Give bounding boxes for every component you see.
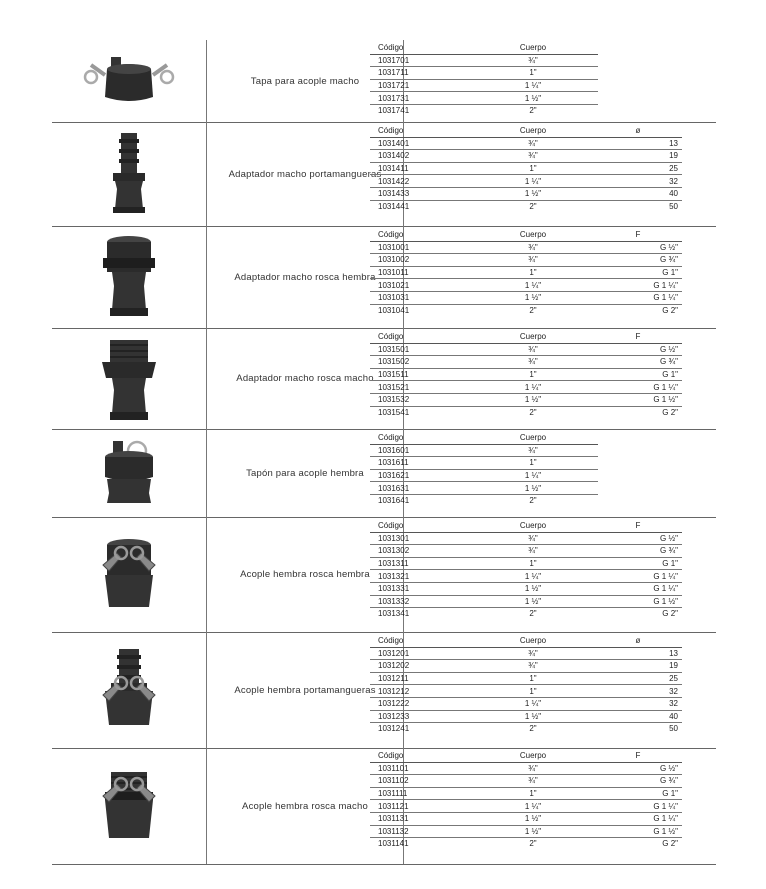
extra-cell: 50 bbox=[669, 724, 678, 734]
code-cell: 1031021 bbox=[370, 279, 468, 292]
body-cell: ¾" bbox=[468, 343, 598, 356]
extra-cell: G 1" bbox=[598, 368, 682, 381]
table-row bbox=[370, 582, 682, 595]
code-cell: 1031341 bbox=[378, 609, 410, 619]
extra-cell: G ½" bbox=[598, 343, 682, 356]
table-row bbox=[370, 672, 682, 685]
spec-table bbox=[370, 331, 682, 418]
body-cell: 1" bbox=[468, 457, 598, 470]
spec-table bbox=[370, 750, 682, 850]
extra-cell: G 1 ¼" bbox=[598, 381, 682, 394]
body-cell: 1" bbox=[468, 368, 598, 381]
header-code: Código bbox=[370, 635, 468, 647]
table-row bbox=[370, 200, 682, 212]
header-code: Código bbox=[370, 520, 468, 532]
body-cell: 1" bbox=[468, 162, 598, 175]
code-cell: 1031111 bbox=[370, 787, 468, 800]
code-cell: 1031002 bbox=[370, 254, 468, 267]
code-cell: 1031541 bbox=[378, 407, 410, 417]
dust-plug-icon bbox=[52, 429, 206, 517]
code-cell: 1031721 bbox=[370, 79, 468, 92]
extra-cell: 19 bbox=[598, 660, 682, 673]
extra-cell: 13 bbox=[598, 137, 682, 150]
header-body: Cuerpo bbox=[468, 42, 598, 54]
product-name: Adaptador macho rosca hembra bbox=[234, 271, 376, 283]
header-extra: ø bbox=[598, 635, 682, 647]
body-cell: ¾" bbox=[468, 775, 598, 788]
code-cell: 1031201 bbox=[370, 647, 468, 660]
code-cell: 1031611 bbox=[370, 457, 468, 470]
code-cell: 1031302 bbox=[370, 545, 468, 558]
table-row bbox=[370, 104, 598, 116]
body-cell: ¾" bbox=[468, 647, 598, 660]
code-cell: 1031741 bbox=[378, 106, 410, 116]
extra-cell: G 1" bbox=[598, 557, 682, 570]
table-row bbox=[370, 710, 682, 723]
header-body: Cuerpo bbox=[468, 331, 598, 343]
body-cell: ¾" bbox=[468, 150, 598, 163]
table-row bbox=[370, 406, 682, 418]
body-cell: ¾" bbox=[468, 545, 598, 558]
body-cell: 1 ¼" bbox=[468, 570, 598, 583]
header-extra: F bbox=[598, 229, 682, 241]
extra-cell: G 1 ¼" bbox=[598, 800, 682, 813]
body-cell: 2" bbox=[529, 496, 537, 506]
extra-cell: 19 bbox=[598, 150, 682, 163]
coupler-male-thread-icon bbox=[52, 748, 206, 864]
code-cell: 1031131 bbox=[370, 812, 468, 825]
product-section bbox=[52, 328, 716, 429]
body-cell: 1 ½" bbox=[468, 825, 598, 838]
product-section bbox=[52, 429, 716, 517]
code-cell: 1031132 bbox=[370, 825, 468, 838]
code-cell: 1031141 bbox=[378, 839, 409, 849]
body-cell: 1" bbox=[468, 67, 598, 80]
table-row bbox=[370, 137, 682, 150]
body-cell: 2" bbox=[529, 609, 537, 619]
header-extra: F bbox=[598, 520, 682, 532]
product-name: Adaptador macho rosca macho bbox=[236, 373, 374, 384]
table-row bbox=[370, 838, 682, 850]
product-name: Tapón para acople hembra bbox=[246, 467, 364, 479]
extra-cell: G 1 ½" bbox=[598, 825, 682, 838]
table-row bbox=[370, 279, 682, 292]
code-cell: 1031321 bbox=[370, 570, 468, 583]
dust-cap-icon bbox=[52, 40, 206, 122]
body-cell: ¾" bbox=[468, 54, 598, 67]
spec-table bbox=[370, 635, 682, 735]
code-cell: 1031711 bbox=[370, 67, 468, 80]
code-cell: 1031211 bbox=[370, 672, 468, 685]
table-row bbox=[370, 557, 682, 570]
extra-cell: 25 bbox=[598, 672, 682, 685]
header-code: Código bbox=[370, 125, 468, 137]
table-row bbox=[370, 647, 682, 660]
code-cell: 1031402 bbox=[370, 150, 468, 163]
code-cell: 1031202 bbox=[370, 660, 468, 673]
extra-cell: 13 bbox=[598, 647, 682, 660]
table-row bbox=[370, 532, 682, 545]
table-row bbox=[370, 393, 682, 406]
body-cell: 1 ½" bbox=[468, 92, 598, 105]
extra-cell: G ¾" bbox=[598, 356, 682, 369]
extra-cell: G 1 ¼" bbox=[598, 291, 682, 304]
table-row bbox=[370, 457, 598, 470]
table-row bbox=[370, 660, 682, 673]
code-cell: 1031731 bbox=[370, 92, 468, 105]
code-cell: 1031511 bbox=[370, 368, 468, 381]
table-row bbox=[370, 356, 682, 369]
extra-cell: 40 bbox=[598, 710, 682, 723]
table-row bbox=[370, 800, 682, 813]
extra-cell: 25 bbox=[598, 162, 682, 175]
body-cell: 2" bbox=[529, 724, 537, 734]
body-cell: 1" bbox=[468, 685, 598, 698]
code-cell: 1031422 bbox=[370, 175, 468, 188]
code-cell: 1031411 bbox=[370, 162, 468, 175]
extra-cell: G ¾" bbox=[598, 254, 682, 267]
spec-table bbox=[370, 520, 682, 620]
table-row bbox=[370, 444, 598, 457]
body-cell: 1 ½" bbox=[468, 393, 598, 406]
code-cell: 1031102 bbox=[370, 775, 468, 788]
code-cell: 1031011 bbox=[370, 266, 468, 279]
extra-cell: G 2" bbox=[662, 839, 678, 849]
header-body: Cuerpo bbox=[468, 750, 598, 762]
extra-cell: G ¾" bbox=[598, 775, 682, 788]
table-row bbox=[370, 304, 682, 316]
header-extra: ø bbox=[598, 125, 682, 137]
product-section bbox=[52, 748, 716, 864]
body-cell: 2" bbox=[529, 407, 537, 417]
extra-cell: G ½" bbox=[598, 532, 682, 545]
table-row bbox=[370, 175, 682, 188]
table-row bbox=[370, 368, 682, 381]
header-code: Código bbox=[370, 432, 468, 444]
extra-cell: 40 bbox=[598, 187, 682, 200]
extra-cell: 32 bbox=[598, 697, 682, 710]
extra-cell: G 2" bbox=[662, 305, 678, 315]
code-cell: 1031332 bbox=[370, 595, 468, 608]
body-cell: 1" bbox=[468, 266, 598, 279]
header-code: Código bbox=[370, 331, 468, 343]
product-name: Adaptador macho portamangueras bbox=[228, 168, 382, 180]
table-row bbox=[370, 697, 682, 710]
table-row bbox=[370, 343, 682, 356]
code-cell: 1031233 bbox=[370, 710, 468, 723]
code-cell: 1031331 bbox=[370, 582, 468, 595]
table-row bbox=[370, 469, 598, 482]
body-cell: 1 ¼" bbox=[468, 697, 598, 710]
body-cell: ¾" bbox=[468, 254, 598, 267]
body-cell: 1" bbox=[468, 787, 598, 800]
female-thread-adapter-icon bbox=[52, 226, 206, 328]
header-extra: F bbox=[598, 750, 682, 762]
male-thread-adapter-icon bbox=[52, 328, 206, 429]
code-cell: 1031212 bbox=[370, 685, 468, 698]
table-row bbox=[370, 762, 682, 775]
extra-cell: G 1 ¼" bbox=[598, 582, 682, 595]
table-row bbox=[370, 162, 682, 175]
body-cell: ¾" bbox=[468, 660, 598, 673]
product-name: Acople hembra rosca macho bbox=[242, 800, 368, 812]
header-body: Cuerpo bbox=[468, 125, 598, 137]
code-cell: 1031532 bbox=[370, 393, 468, 406]
extra-cell: G ¾" bbox=[598, 545, 682, 558]
code-cell: 1031621 bbox=[370, 469, 468, 482]
code-cell: 1031641 bbox=[378, 496, 410, 506]
code-cell: 1031441 bbox=[378, 201, 410, 211]
body-cell: 1 ¼" bbox=[468, 800, 598, 813]
extra-cell: 32 bbox=[598, 175, 682, 188]
body-cell: ¾" bbox=[468, 137, 598, 150]
body-cell: 1 ¼" bbox=[468, 279, 598, 292]
product-section bbox=[52, 122, 716, 226]
body-cell: 1 ½" bbox=[468, 187, 598, 200]
table-row bbox=[370, 266, 682, 279]
spec-table bbox=[370, 229, 682, 316]
body-cell: 2" bbox=[529, 201, 537, 211]
product-name: Acople hembra portamangueras bbox=[234, 684, 376, 696]
extra-cell: G 1 ¼" bbox=[598, 570, 682, 583]
extra-cell: G ½" bbox=[598, 241, 682, 254]
table-row bbox=[370, 787, 682, 800]
spec-table bbox=[370, 42, 598, 117]
code-cell: 1031301 bbox=[370, 532, 468, 545]
body-cell: ¾" bbox=[468, 532, 598, 545]
table-row bbox=[370, 595, 682, 608]
coupler-hose-tail-icon bbox=[52, 632, 206, 748]
coupler-female-thread-icon bbox=[52, 517, 206, 632]
body-cell: 1 ½" bbox=[468, 291, 598, 304]
code-cell: 1031433 bbox=[370, 187, 468, 200]
body-cell: 2" bbox=[529, 305, 537, 315]
code-cell: 1031222 bbox=[370, 697, 468, 710]
code-cell: 1031521 bbox=[370, 381, 468, 394]
table-row bbox=[370, 150, 682, 163]
body-cell: 1 ¼" bbox=[468, 381, 598, 394]
body-cell: 1 ½" bbox=[468, 482, 598, 495]
table-row bbox=[370, 570, 682, 583]
table-row bbox=[370, 723, 682, 735]
table-row bbox=[370, 381, 682, 394]
body-cell: 1" bbox=[468, 672, 598, 685]
code-cell: 1031031 bbox=[370, 291, 468, 304]
table-row bbox=[370, 187, 682, 200]
code-cell: 1031041 bbox=[378, 305, 410, 315]
table-row bbox=[370, 254, 682, 267]
body-cell: 1 ½" bbox=[468, 595, 598, 608]
code-cell: 1031501 bbox=[370, 343, 468, 356]
product-section bbox=[52, 632, 716, 748]
table-row bbox=[370, 775, 682, 788]
table-row bbox=[370, 67, 598, 80]
header-extra: F bbox=[598, 331, 682, 343]
header-body: Cuerpo bbox=[468, 520, 598, 532]
code-cell: 1031241 bbox=[378, 724, 410, 734]
table-row bbox=[370, 812, 682, 825]
extra-cell: 50 bbox=[669, 201, 678, 211]
table-row bbox=[370, 241, 682, 254]
spec-table bbox=[370, 125, 682, 212]
body-cell: ¾" bbox=[468, 762, 598, 775]
extra-cell: G 1 ½" bbox=[598, 393, 682, 406]
table-row bbox=[370, 685, 682, 698]
extra-cell: G 1" bbox=[598, 787, 682, 800]
code-cell: 1031311 bbox=[370, 557, 468, 570]
product-name: Tapa para acople macho bbox=[250, 75, 360, 87]
body-cell: ¾" bbox=[468, 241, 598, 254]
extra-cell: G 2" bbox=[662, 609, 678, 619]
body-cell: 2" bbox=[529, 106, 537, 116]
extra-cell: G 1 ½" bbox=[598, 595, 682, 608]
table-row bbox=[370, 482, 598, 495]
table-row bbox=[370, 545, 682, 558]
code-cell: 1031121 bbox=[370, 800, 468, 813]
hose-tail-adapter-icon bbox=[52, 122, 206, 226]
table-row bbox=[370, 825, 682, 838]
body-cell: 1" bbox=[468, 557, 598, 570]
header-code: Código bbox=[370, 42, 468, 54]
code-cell: 1031701 bbox=[370, 54, 468, 67]
table-row bbox=[370, 494, 598, 506]
body-cell: 2" bbox=[529, 839, 537, 849]
body-cell: 1 ½" bbox=[468, 582, 598, 595]
extra-cell: G ½" bbox=[598, 762, 682, 775]
body-cell: 1 ½" bbox=[468, 710, 598, 723]
extra-cell: G 1 ¼" bbox=[598, 279, 682, 292]
extra-cell: 32 bbox=[598, 685, 682, 698]
table-row bbox=[370, 54, 598, 67]
table-row bbox=[370, 608, 682, 620]
table-row bbox=[370, 79, 598, 92]
extra-cell: G 2" bbox=[662, 407, 678, 417]
table-row bbox=[370, 92, 598, 105]
product-name: Acople hembra rosca hembra bbox=[240, 569, 370, 580]
code-cell: 1031502 bbox=[370, 356, 468, 369]
body-cell: 1 ¼" bbox=[468, 469, 598, 482]
product-section bbox=[52, 226, 716, 328]
header-body: Cuerpo bbox=[468, 635, 598, 647]
header-body: Cuerpo bbox=[468, 432, 598, 444]
section-divider bbox=[52, 864, 716, 865]
code-cell: 1031001 bbox=[370, 241, 468, 254]
body-cell: ¾" bbox=[468, 444, 598, 457]
product-section bbox=[52, 40, 716, 122]
spec-table bbox=[370, 432, 598, 507]
extra-cell: G 1" bbox=[598, 266, 682, 279]
header-code: Código bbox=[370, 750, 468, 762]
product-section bbox=[52, 517, 716, 632]
code-cell: 1031601 bbox=[370, 444, 468, 457]
header-body: Cuerpo bbox=[468, 229, 598, 241]
body-cell: 1 ½" bbox=[468, 812, 598, 825]
table-row bbox=[370, 291, 682, 304]
body-cell: 1 ¼" bbox=[468, 79, 598, 92]
extra-cell: G 1 ¼" bbox=[598, 812, 682, 825]
code-cell: 1031401 bbox=[370, 137, 468, 150]
body-cell: 1 ¼" bbox=[468, 175, 598, 188]
body-cell: ¾" bbox=[468, 356, 598, 369]
code-cell: 1031101 bbox=[370, 762, 468, 775]
code-cell: 1031631 bbox=[370, 482, 468, 495]
header-code: Código bbox=[370, 229, 468, 241]
